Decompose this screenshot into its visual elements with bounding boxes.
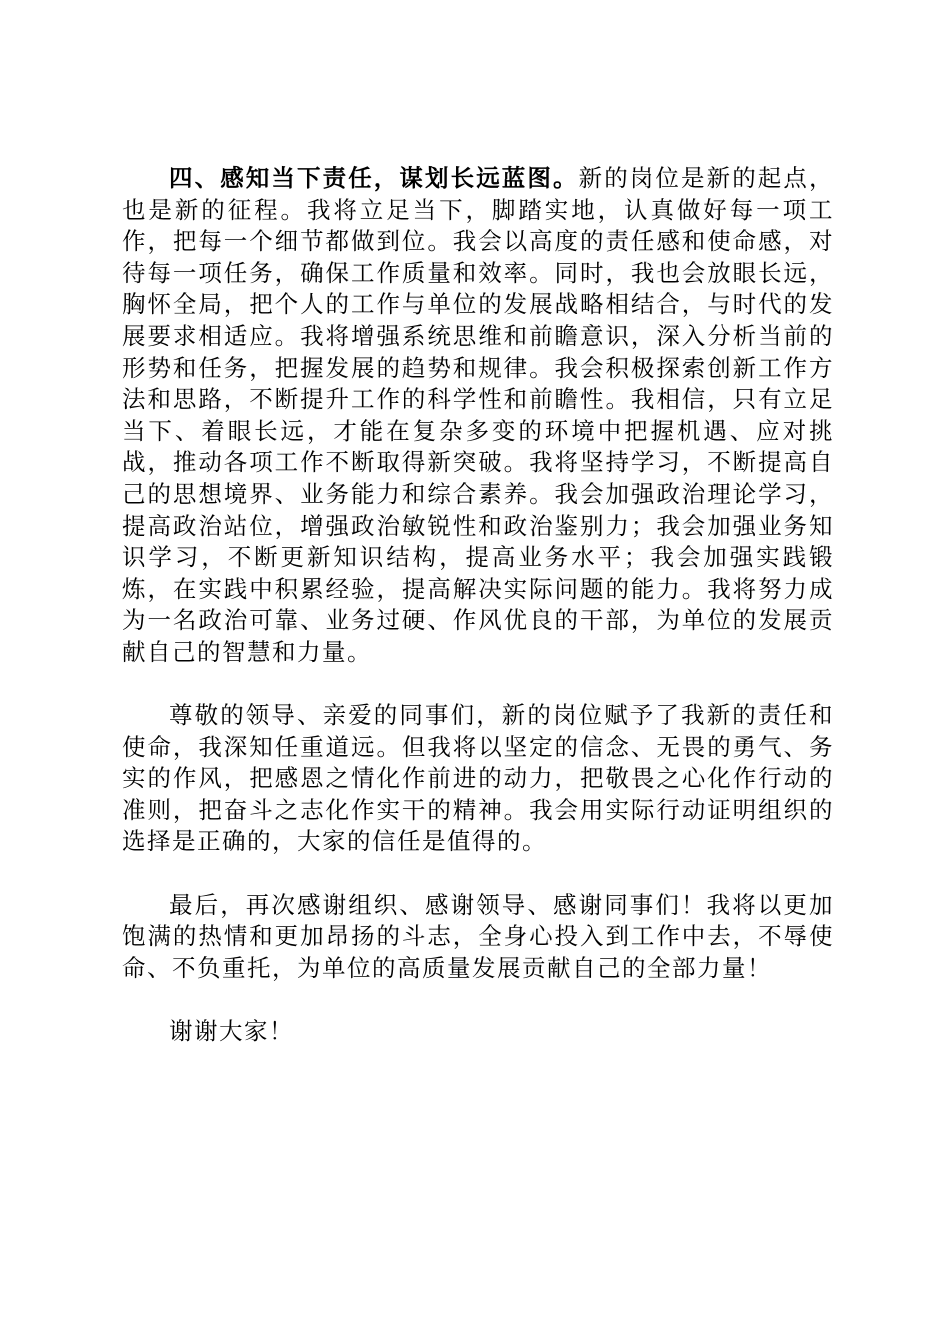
section-heading: 四、感知当下责任，谋划长远蓝图。 xyxy=(169,164,579,192)
paragraph-closing xyxy=(122,890,834,985)
paragraph-text: 谢谢大家！ xyxy=(169,1017,294,1046)
paragraph-text: 新的岗位是新的起点，也是新的征程。我将立足当下，脚踏实地，认真做好每一项工作，把每一个细节都做到位。我会以高度的责任感和使命感，对待每一项任务，确保工作质量和效率。同时，我也会放眼长远，胸怀全局，把个人的工作与单位的发展战略相结合，与时代的发展要求相适应。我将增强系统思维和前瞻意识，深入分析当前的形势和任务，把握发展的趋势和规律。我会积极探索创新工作方法和思路，不断提升工作的科学性和前瞻性。我相信，只有立足当下、着眼长远，才能在复杂多变的环境中把握机遇、应对挑战，推动各项工作不断取得新突破。我将坚持学习，不断提高自己的思想境界、业务能力和综合素养。我会加强政治理论学习，提高政治站位，增强政治敏锐性和政治鉴别力；我会加强业务知识学习，不断更新知识结构，提高业务水平；我会加强实践锻炼，在实践中积累经验，提高解决实际问题的能力。我将努力成为一名政治可靠、业务过硬、作风优良的干部，为单位的发展贡献自己的智慧和力量。 xyxy=(122,164,835,666)
paragraph-section-four xyxy=(122,163,834,669)
document-body xyxy=(122,163,834,1048)
paragraph-address xyxy=(122,700,834,858)
paragraph-text: 最后，再次感谢组织、感谢领导、感谢同事们！我将以更加饱满的热情和更加昂扬的斗志，全身心投入到工作中去，不辱使命、不负重托，为单位的高质量发展贡献自己的全部力量！ xyxy=(122,890,834,982)
paragraph-text: 尊敬的领导、亲爱的同事们，新的岗位赋予了我新的责任和使命，我深知任重道远。但我将以坚定的信念、无畏的勇气、务实的作风，把感恩之情化作前进的动力，把敬畏之心化作行动的准则，把奋斗之志化作实干的精神。我会用实际行动证明组织的选择是正确的，大家的信任是值得的。 xyxy=(122,701,834,856)
paragraph-thanks xyxy=(122,1016,834,1048)
